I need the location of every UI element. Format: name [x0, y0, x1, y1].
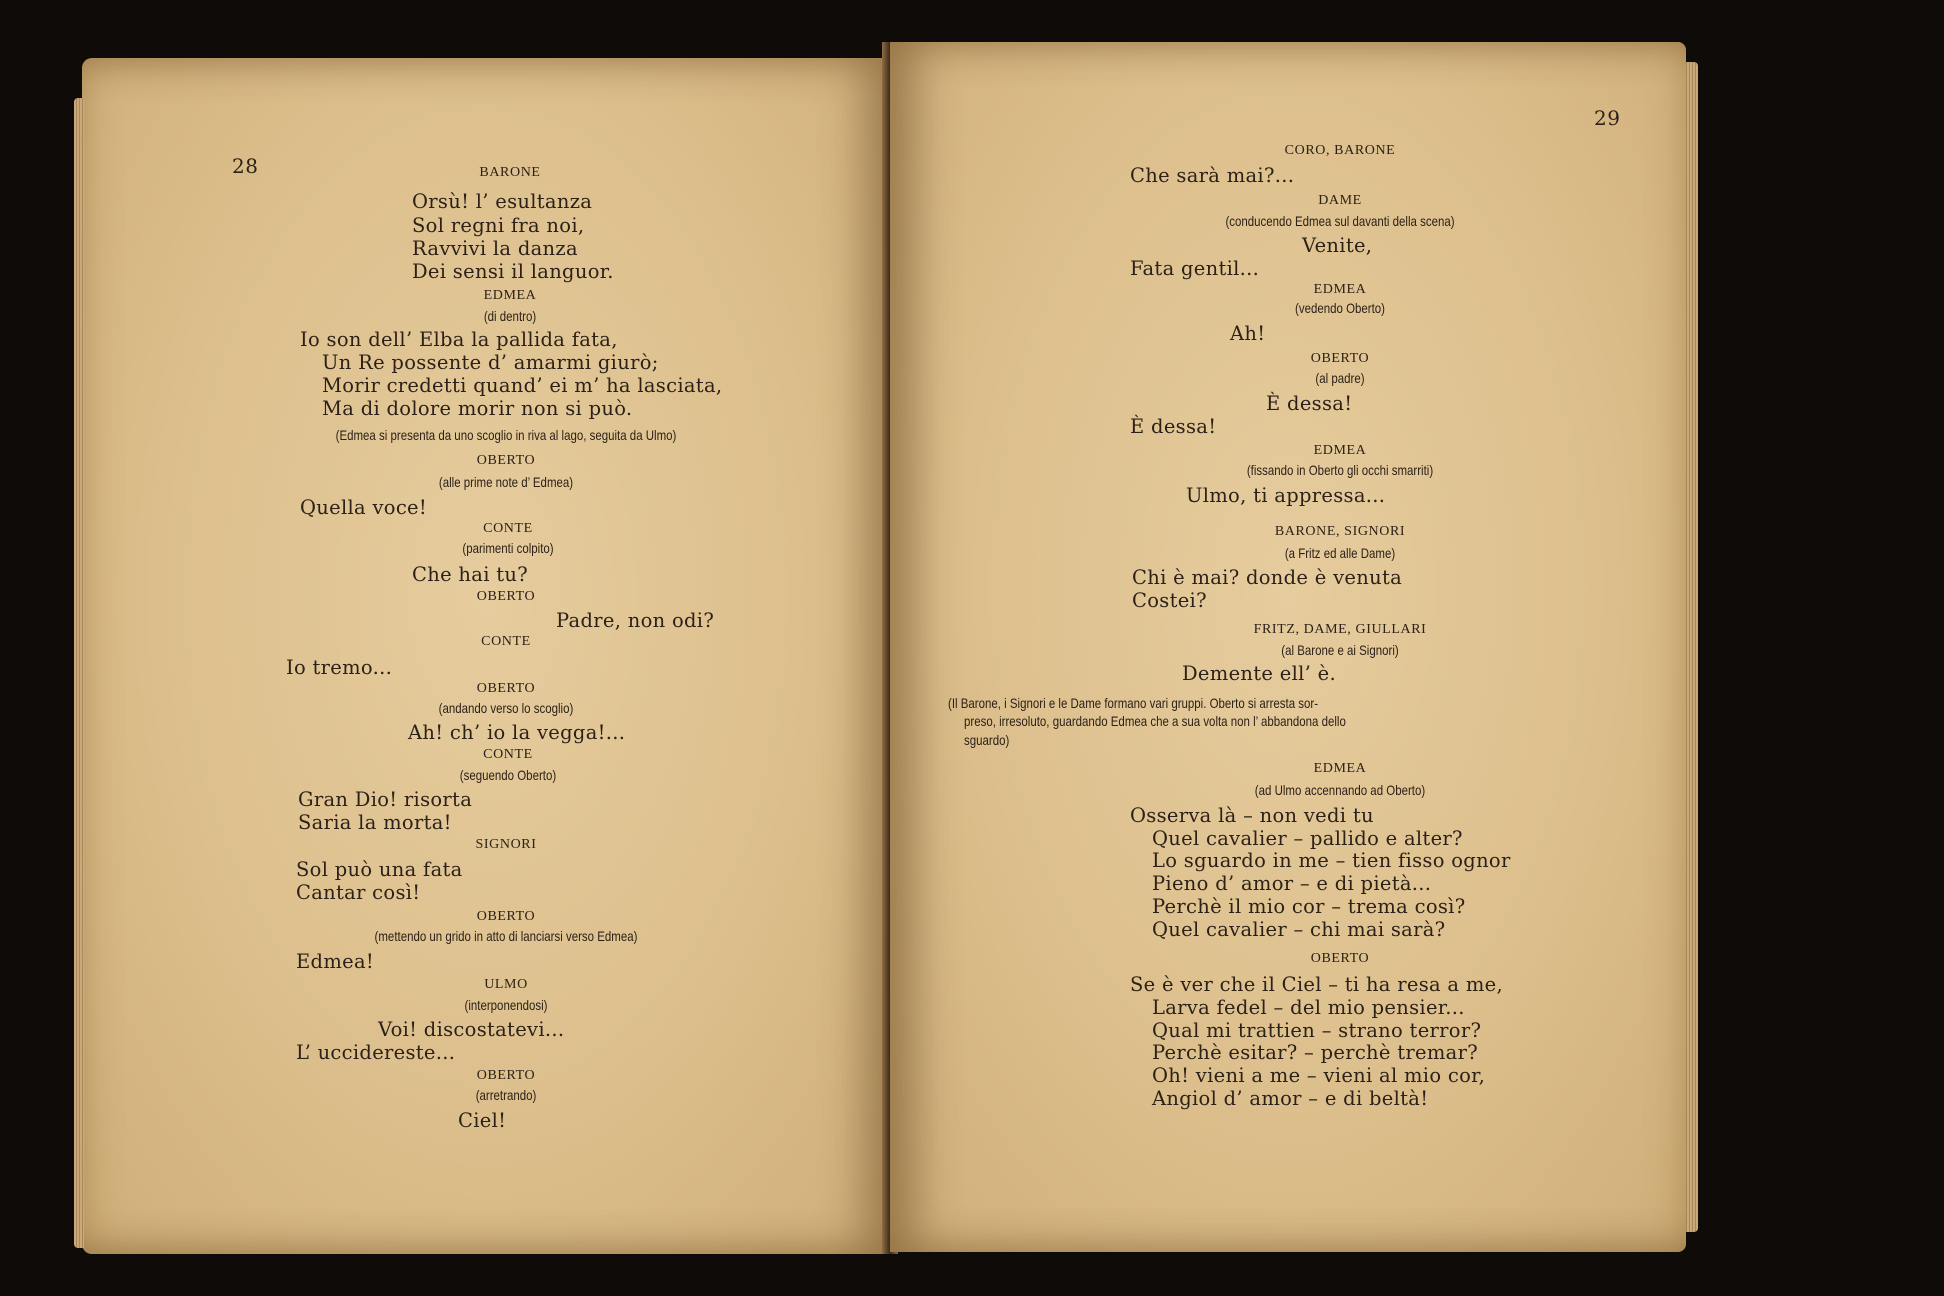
verse-line: L’ uccidereste...: [296, 1041, 456, 1064]
stage-direction: (andando verso lo scoglio): [438, 700, 574, 716]
stage-direction: (vedendo Oberto): [1295, 300, 1385, 316]
speaker-name: OBERTO: [476, 1068, 536, 1083]
verse-line: Osserva là – non vedi tu: [1130, 804, 1374, 827]
verse-line: Saria la morta!: [298, 811, 452, 834]
stage-direction: (fissando in Oberto gli occhi smarriti): [1246, 462, 1434, 478]
verse-line: Padre, non odi?: [556, 609, 715, 632]
speaker-name: CORO, BARONE: [1284, 143, 1396, 158]
speaker-name: ULMO: [484, 977, 528, 992]
stage-direction: (interponendosi): [464, 997, 548, 1013]
verse-line: Sol può una fata: [296, 858, 463, 881]
stage-direction: (parimenti colpito): [462, 540, 554, 556]
verse-line: Ma di dolore morir non si può.: [322, 397, 633, 420]
verse-line: Ulmo, ti appressa...: [1186, 484, 1386, 507]
verse-line: Quel cavalier – pallido e alter?: [1152, 827, 1463, 850]
verse-line: Quel cavalier – chi mai sarà?: [1152, 918, 1446, 941]
stage-direction: (alle prime note d’ Edmea): [438, 474, 574, 490]
stage-direction: (a Fritz ed alle Dame): [1284, 545, 1396, 561]
verse-line: Perchè esitar? – perchè tremar?: [1152, 1041, 1478, 1064]
stage-direction: (conducendo Edmea sul davanti della scena): [1225, 213, 1455, 229]
speaker-name: CONTE: [481, 634, 531, 649]
speaker-name: EDMEA: [1313, 443, 1367, 458]
page-edges: [74, 98, 84, 1248]
verse-line: Costei?: [1132, 589, 1207, 612]
stage-direction: preso, irresoluto, guardando Edmea che a sua volta non l’ abbandona dello: [964, 713, 1346, 729]
speaker-name: OBERTO: [476, 589, 536, 604]
speaker-name: SIGNORI: [475, 837, 537, 852]
verse-line: Un Re possente d’ amarmi giurò;: [322, 351, 659, 374]
verse-line: Gran Dio! risorta: [298, 788, 473, 811]
verse-line: Ah!: [1230, 322, 1266, 345]
verse-line: Ravvivi la danza: [412, 237, 578, 260]
speaker-name: CONTE: [483, 521, 533, 536]
verse-line: Io son dell’ Elba la pallida fata,: [300, 328, 618, 351]
verse-line: Chi è mai? donde è venuta: [1132, 566, 1403, 589]
verse-line: Cantar così!: [296, 881, 421, 904]
speaker-name: BARONE: [479, 165, 541, 180]
verse-line: Edmea!: [296, 950, 375, 973]
stage-direction: (arretrando): [475, 1087, 537, 1103]
speaker-name: EDMEA: [483, 288, 537, 303]
open-book: [82, 42, 1686, 1260]
verse-line: È dessa!: [1266, 392, 1353, 415]
verse-line: Fata gentil...: [1130, 257, 1260, 280]
verse-line: Morir credetti quand’ ei m’ ha lasciata,: [322, 374, 723, 397]
verse-line: Angiol d’ amor – e di beltà!: [1152, 1087, 1429, 1110]
speaker-name: OBERTO: [476, 909, 536, 924]
verse-line: Io tremo...: [286, 656, 393, 679]
right-page: [890, 42, 1686, 1252]
verse-line: Quella voce!: [300, 496, 428, 519]
stage-direction: (Il Barone, i Signori e le Dame formano vari gruppi. Oberto si arresta sor-: [948, 695, 1319, 711]
speaker-name: EDMEA: [1313, 282, 1367, 297]
verse-line: Ah! ch’ io la vegga!...: [408, 721, 626, 744]
speaker-name: BARONE, SIGNORI: [1274, 524, 1406, 539]
stage-direction: (ad Ulmo accennando ad Oberto): [1254, 782, 1426, 798]
verse-line: Demente ell’ è.: [1182, 662, 1336, 685]
verse-line: Perchè il mio cor – trema così?: [1152, 895, 1466, 918]
verse-line: Larva fedel – del mio pensier...: [1152, 996, 1465, 1019]
page-number: 29: [1594, 106, 1621, 130]
verse-line: Che hai tu?: [412, 563, 528, 586]
stage-direction: (al Barone e ai Signori): [1281, 642, 1399, 658]
verse-line: È dessa!: [1130, 415, 1217, 438]
verse-line: Ciel!: [458, 1109, 507, 1132]
verse-line: Oh! vieni a me – vieni al mio cor,: [1152, 1064, 1486, 1087]
speaker-name: DAME: [1318, 193, 1362, 208]
verse-line: Voi! discostatevi...: [378, 1018, 565, 1041]
verse-line: Dei sensi il languor.: [412, 260, 614, 283]
stage-direction: sguardo): [964, 732, 1010, 748]
verse-line: Che sarà mai?...: [1130, 164, 1295, 187]
speaker-name: OBERTO: [476, 453, 536, 468]
stage-direction: (seguendo Oberto): [459, 767, 557, 783]
speaker-name: OBERTO: [1310, 351, 1370, 366]
verse-line: Sol regni fra noi,: [412, 214, 585, 237]
page-number: 28: [232, 154, 259, 178]
speaker-name: FRITZ, DAME, GIULLARI: [1253, 622, 1427, 637]
stage-direction: (di dentro): [483, 308, 537, 324]
speaker-name: EDMEA: [1313, 761, 1367, 776]
verse-line: Venite,: [1302, 234, 1373, 257]
speaker-name: OBERTO: [476, 681, 536, 696]
verse-line: Pieno d’ amor – e di pietà...: [1152, 872, 1432, 895]
stage-direction: (Edmea si presenta da uno scoglio in riva al lago, seguita da Ulmo): [335, 427, 677, 443]
stage-direction: (mettendo un grido in atto di lanciarsi verso Edmea): [374, 928, 638, 944]
stage-direction: (al padre): [1315, 370, 1365, 386]
speaker-name: CONTE: [483, 747, 533, 762]
verse-line: Lo sguardo in me – tien fisso ognor: [1152, 849, 1511, 872]
speaker-name: OBERTO: [1310, 951, 1370, 966]
left-page: [82, 58, 890, 1254]
verse-line: Orsù! l’ esultanza: [412, 190, 593, 213]
verse-line: Qual mi trattien – strano terror?: [1152, 1019, 1482, 1042]
page-edges: [1686, 62, 1698, 1232]
verse-line: Se è ver che il Ciel – ti ha resa a me,: [1130, 973, 1503, 996]
